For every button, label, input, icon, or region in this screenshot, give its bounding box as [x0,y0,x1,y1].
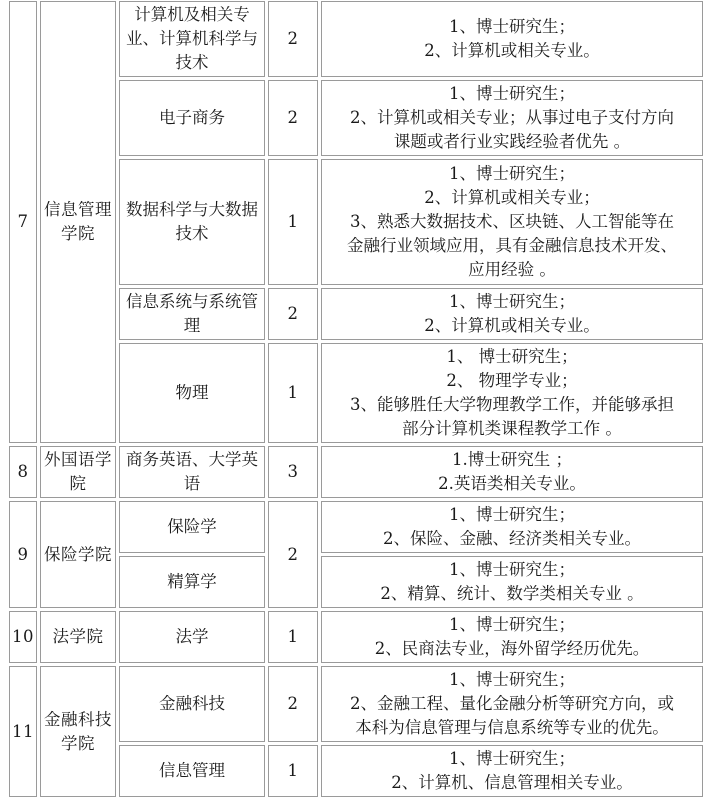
requirement-line: 3、熟悉大数据技术、区块链、人工智能等在 [350,212,674,231]
row-number-cell: 7 [9,1,37,443]
requirements-cell [321,80,703,156]
requirement-line: 1、博士研究生； [449,84,575,103]
major-cell: 电子商务 [119,80,265,156]
requirements-cell [321,446,703,498]
row-number-cell: 11 [9,666,37,797]
college-cell: 法学院 [40,611,116,663]
requirement-line: 1、博士研究生； [449,560,575,579]
major-cell: 商务英语、大学英语 [119,446,265,498]
requirement-line: 1、博士研究生； [449,17,575,36]
requirement-line: 2、保险、金融、经济类相关专业。 [383,529,641,548]
count-cell: 2 [268,1,318,77]
requirement-line: 金融行业领域应用，具有金融信息技术开发、 [347,236,677,255]
requirement-line: 2、计算机、信息管理相关专业。 [391,773,633,792]
college-cell: 外国语学院 [40,446,116,498]
count-cell: 1 [268,611,318,663]
requirement-line: 本科为信息管理与信息系统等专业的优先。 [355,718,669,737]
table-row [9,611,703,663]
requirement-line: 2、计算机或相关专业； [424,188,600,207]
requirement-line: 1、博士研究生； [449,749,575,768]
requirements-cell [321,501,703,553]
requirements-cell [321,1,703,77]
requirement-line: 2、 物理学专业； [446,371,578,390]
major-cell: 信息管理 [119,745,265,797]
requirement-line: 2、计算机或相关专业。 [424,41,600,60]
requirement-line: 2、金融工程、量化金融分析等研究方向，或 [350,694,674,713]
requirements-cell [321,288,703,340]
requirement-line: 1、博士研究生； [449,505,575,524]
requirement-line: 2、计算机或相关专业。 [424,316,600,335]
college-cell: 保险学院 [40,501,116,608]
major-cell: 数据科学与大数据技术 [119,159,265,285]
major-cell: 计算机及相关专业、计算机科学与技术 [119,1,265,77]
row-number-cell: 10 [9,611,37,663]
requirement-line: 2、精算、统计、数学类相关专业 。 [380,584,644,603]
requirements-cell [321,556,703,608]
requirement-line: 课题或者行业实践经验者优先 。 [393,132,631,151]
count-cell: 1 [268,159,318,285]
table-row [9,1,703,77]
requirement-line: 1、博士研究生； [449,292,575,311]
row-number-cell: 8 [9,446,37,498]
major-cell: 物理 [119,343,265,443]
requirement-line: 1、博士研究生； [449,164,575,183]
requirements-cell [321,611,703,663]
major-cell: 法学 [119,611,265,663]
major-cell: 金融科技 [119,666,265,742]
count-cell: 1 [268,745,318,797]
requirements-cell [321,343,703,443]
requirement-line: 2、计算机或相关专业；从事过电子支付方向 [350,108,674,127]
table-row [9,501,703,553]
requirement-line: 1、博士研究生； [449,615,575,634]
major-cell: 保险学 [119,501,265,553]
count-cell: 2 [268,80,318,156]
requirement-line: 2.英语类相关专业。 [438,474,586,493]
count-cell: 3 [268,446,318,498]
requirement-line: 1、 博士研究生； [446,347,578,366]
table-row [9,666,703,742]
requirement-line: 部分计算机类课程教学工作 。 [402,419,622,438]
recruitment-table [6,0,706,800]
college-cell: 信息管理学院 [40,1,116,443]
major-cell: 信息系统与系统管理 [119,288,265,340]
requirement-line: 应用经验 。 [468,260,556,279]
requirement-line: 3、能够胜任大学物理教学工作，并能够承担 [350,395,674,414]
requirements-cell [321,159,703,285]
count-cell: 2 [268,501,318,608]
count-cell: 1 [268,343,318,443]
requirements-cell [321,666,703,742]
row-number-cell: 9 [9,501,37,608]
requirement-line: 2、民商法专业，海外留学经历优先。 [374,639,650,658]
requirement-line: 1、博士研究生； [449,670,575,689]
major-cell: 精算学 [119,556,265,608]
count-cell: 2 [268,666,318,742]
college-cell: 金融科技学院 [40,666,116,797]
requirement-line: 1.博士研究生 ； [452,450,572,469]
table-row [9,446,703,498]
count-cell: 2 [268,288,318,340]
requirements-cell [321,745,703,797]
